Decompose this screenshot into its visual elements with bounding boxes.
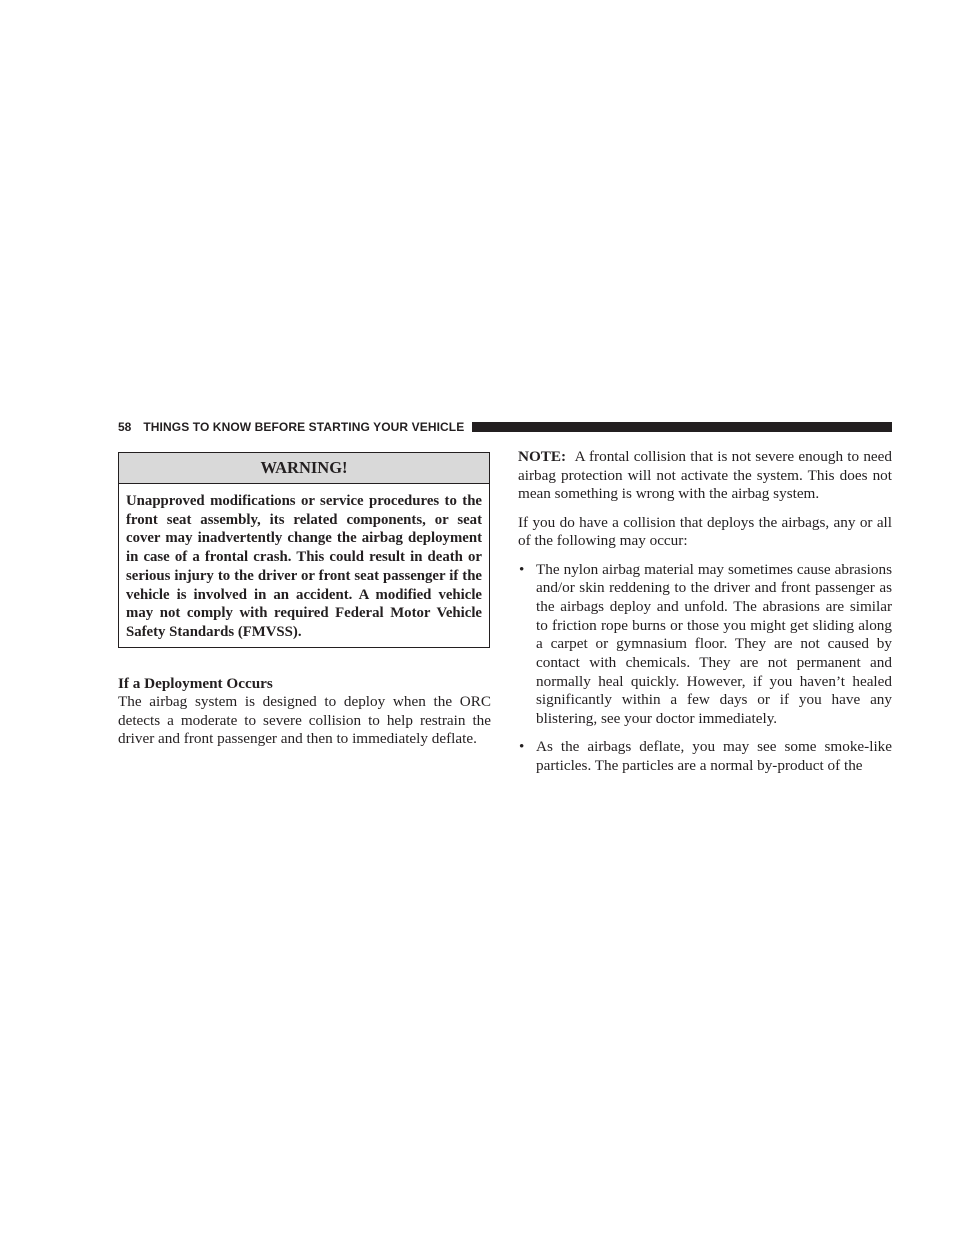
note-paragraph	[518, 448, 892, 504]
header-rule	[472, 422, 892, 432]
deployment-heading: If a Deployment Occurs	[118, 675, 273, 692]
list-item-text: The nylon airbag material may sometimes cause abrasions and/or skin reddening to the driver and front passenger as the airbags deploy and unfold. The abrasions are similar to friction rope burns or those you might get sliding along a carpet or gymnasium floor. They are not caused by contact with chemicals. They are not permanent and normally heal quickly. However, if you haven’t healed significantly within a few days or if you have any blistering, see your doctor immediately.	[536, 560, 892, 728]
page-number: 58	[118, 420, 132, 434]
list-item	[518, 738, 892, 775]
note-label: NOTE:	[518, 448, 567, 465]
bullet-icon: •	[519, 560, 525, 578]
deployment-paragraph: The airbag system is designed to deploy when the ORC detects a moderate to severe collision to help restrain the driver and front passenger and then to immediately deflate.	[118, 693, 491, 748]
list-item	[518, 561, 892, 729]
section-title: THINGS TO KNOW BEFORE STARTING YOUR VEHICLE	[143, 420, 465, 434]
warning-box	[118, 452, 490, 648]
bullet-icon: •	[519, 738, 525, 756]
note-text: A frontal collision that is not severe enough to need airbag protection will not activate the system. This does not mean something is wrong with the airbag system.	[518, 448, 893, 503]
list-item-text: As the airbags deflate, you may see some smoke-like particles. The particles are a normal by-product of the	[536, 738, 892, 775]
page-header	[118, 418, 892, 436]
effects-list	[518, 561, 892, 776]
right-column	[518, 448, 892, 785]
collision-intro: If you do have a collision that deploys the airbags, any or all of the following may occur:	[518, 513, 892, 550]
warning-text: Unapproved modifications or service procedures to the front seat assembly, its related components, or seat cover may inadvertently change the airbag deployment in case of a frontal crash. This could result in death or serious injury to the driver or front seat passenger if the vehicle is involved in an accident. A modified vehicle may not comply with required Federal Motor Vehicle Safety Standards (FMVSS).	[126, 493, 482, 640]
warning-title: WARNING!	[119, 453, 489, 484]
